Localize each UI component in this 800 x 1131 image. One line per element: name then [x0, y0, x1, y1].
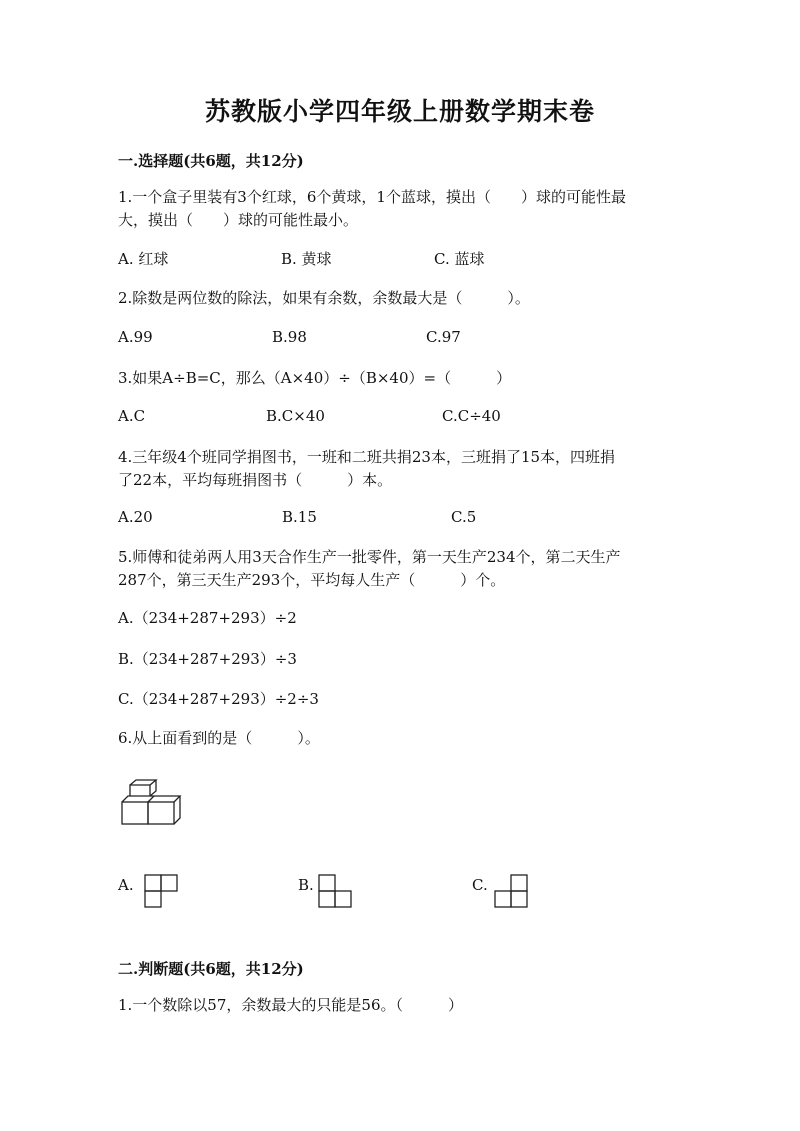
question-6-option-a: A. — [118, 876, 134, 894]
question-2-line-1: 2.除数是两位数的除法，如果有余数，余数最大是（ ）。 — [118, 289, 530, 307]
view-option-c-figure — [494, 874, 528, 908]
question-1-option-a: A. 红球 — [118, 250, 169, 268]
question-5-line-2: 287个，第三天生产293个，平均每人生产（ ）个。 — [118, 571, 506, 589]
question-1-line-2: 大，摸出（ ）球的可能性最小。 — [118, 211, 359, 229]
question-4-line-2: 了22本，平均每班捐图书（ ）本。 — [118, 471, 393, 489]
question-5-option-a: A.（234+287+293）÷2 — [118, 609, 297, 627]
question-6-option-b: B. — [298, 876, 314, 894]
question-5-option-b: B.（234+287+293）÷3 — [118, 650, 297, 668]
question-2-option-a: A.99 — [118, 328, 153, 346]
question-6-line-1: 6.从上面看到的是（ ）。 — [118, 729, 320, 747]
view-option-a-figure — [144, 874, 178, 908]
question-2-option-b: B.98 — [272, 328, 307, 346]
question-1-option-c: C. 蓝球 — [434, 250, 485, 268]
question-4-option-a: A.20 — [118, 508, 153, 526]
question-5-line-1: 5.师傅和徒弟两人用3天合作生产一批零件，第一天生产234个，第二天生产 — [118, 548, 621, 566]
judgement-question-1: 1.一个数除以57，余数最大的只能是56。（ ） — [118, 996, 463, 1014]
question-2-option-c: C.97 — [426, 328, 461, 346]
question-3-option-c: C.C÷40 — [442, 407, 501, 425]
question-1-option-b: B. 黄球 — [281, 250, 332, 268]
question-5-option-c: C.（234+287+293）÷2÷3 — [118, 690, 319, 708]
question-4-line-1: 4.三年级4个班同学捐图书，一班和二班共捐23本，三班捐了15本，四班捐 — [118, 448, 616, 466]
question-4-option-b: B.15 — [282, 508, 317, 526]
section-heading-choice: 一.选择题(共6题，共12分) — [118, 152, 304, 170]
cube-stack-figure — [118, 780, 184, 830]
question-1-line-1: 1.一个盒子里装有3个红球，6个黄球，1个蓝球，摸出（ ）球的可能性最 — [118, 188, 626, 206]
question-3-line-1: 3.如果A÷B=C，那么（A×40）÷（B×40）=（ ） — [118, 369, 512, 387]
question-3-option-a: A.C — [118, 407, 146, 425]
question-6-option-c: C. — [472, 876, 488, 894]
view-option-b-figure — [318, 874, 352, 908]
page-title: 苏教版小学四年级上册数学期末卷 — [204, 97, 595, 126]
question-3-option-b: B.C×40 — [266, 407, 325, 425]
section-heading-judgement: 二.判断题(共6题，共12分) — [118, 960, 304, 978]
question-4-option-c: C.5 — [451, 508, 477, 526]
